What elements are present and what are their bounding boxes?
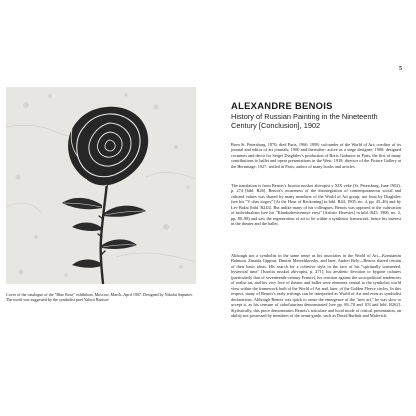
article-title: ALEXANDRE BENOIS <box>231 100 333 111</box>
figure-caption: Cover of the catalogue of the "Blue Rose" exhibition, Moscow, March–April 1907. Designed by Nikolai Sapunov. The motif was suggested by the symbolist poet Valerii Briusov. <box>6 292 194 303</box>
symbolism-paragraph: Although not a symbolist in the same sense as his associates in the World of Art—Konstantin Balmont, Zinaida Gippius, Dmitrii Merezhkovsky, and later, Andrei Bely—Benois shared certain of their basic ideas. His search for a cohesive style in the face of his "spiritually tormented, hysterical time" [Istoriia russkoi zhivopisi, p. 271], his aesthetic devotion to bygone cultures (particularly that of seventeenth-century France), his reaction against the sociopolitical tendencies of realist art, and his very love of theater and ballet were elements central to the symbolist world view within the framework both of the World of Art and, later, of the Golden Fleece circles. In this respect, many of Benois's early writings can be interpreted as World of Art and even as symbolist declarations. Although Benois was quick to sense the emergence of the "new art," he was slow to accept it, as his censure of cubofuturism demonstrated [see pp. 69–70 and 103 and bibl. R262]. Stylistically, this piece demonstrates Benois's articulate and lucid mode of critical presentation, an ability not possessed by members of the avant-garde, such as David Burliuk and Malevich. <box>231 253 401 318</box>
rose-illustration <box>6 87 196 284</box>
page-number: 5 <box>399 66 402 72</box>
rose-drawing <box>6 87 196 284</box>
translation-note-paragraph: The translation is from Benois's Istoriia russkoi zhivopisi v XIX veke (St. Petersburg, June 1902), p. 274 [bibl. R26]. Benois's awareness of the disintegration of contemporaneous social and cultural values was shared by many members of the World of Art group, not least by Diaghilev (see his "V chas itogov" [At the Hour of Reckoning] in bibl. R44, 1905, no. 4, pp. 45–46) and by Lev Bakst [bibl. R243]. But unlike many of his colleagues, Benois was opposed to the cultivation of individualism (see his "Khudozhestvennye eresi" [Artistic Heresies] in bibl. R45, 1906, no. 2, pp. 80–88) and saw the regeneration of art to lie within a synthetist framework, hence his interest in the theater and the ballet. <box>231 183 401 227</box>
author-bio: Born St. Petersburg, 1870; died Paris, 1960. 1898: cofounder of the World of Art; coeditor of its journal and editor of art journals; 1900 and thereafter: active as a stage designer; 1908: designed costumes and decor for Sergei Diaghilev's production of Boris Godunov in Paris, the first of many contributions to ballet and opera presentations in the West; 1918: director of the Picture Gallery at the Hermitage; 1927: settled in Paris; author of many books and articles. <box>231 142 401 169</box>
article-subtitle: History of Russian Painting in the Nineteenth Century [Conclusion], 1902 <box>231 112 378 130</box>
article-header <box>231 100 401 130</box>
